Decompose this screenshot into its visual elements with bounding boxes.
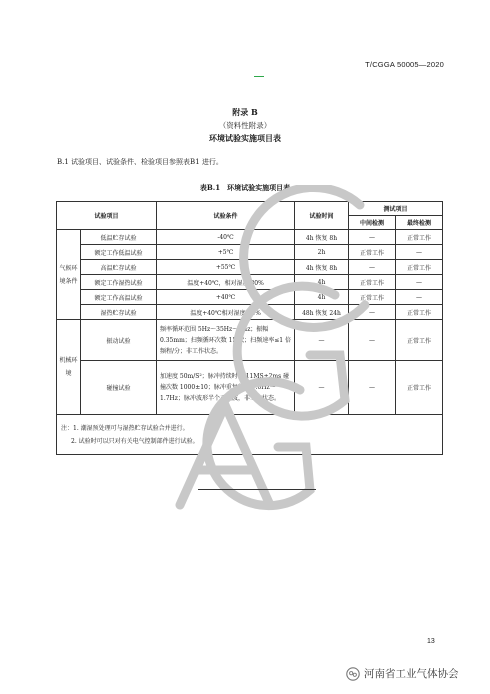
header-item: 试验项目: [57, 202, 157, 230]
row-mid: —: [349, 305, 396, 320]
header-row-1: [57, 202, 443, 216]
row-final: 正常工作: [396, 260, 443, 275]
row-condition: +55℃: [157, 260, 295, 275]
appendix-subtitle: （资料性附录）: [218, 121, 272, 130]
intro-text: B.1 试验项目、试验条件、检验项目参照表B1 进行。: [57, 158, 223, 166]
row-duration: 4h 恢复 8h: [295, 230, 349, 245]
row-condition: 温度+40℃，相对湿度 80%: [157, 275, 295, 290]
row-item: 低温贮存试验: [81, 230, 157, 245]
row-duration: —: [295, 361, 349, 415]
row-mid: 正常工作: [349, 290, 396, 305]
row-duration: 4h: [295, 290, 349, 305]
table-caption: 表B.1 环境试验实施项目表: [199, 183, 291, 192]
row-mid: —: [349, 320, 396, 361]
row-item: 额定工作湿热试验: [81, 275, 157, 290]
row-item: 碰撞试验: [81, 361, 157, 415]
row-final: 正常工作: [396, 361, 443, 415]
notes-row: [57, 415, 443, 455]
row-condition: +5℃: [157, 245, 295, 260]
environment-test-table: [56, 201, 443, 455]
row-final: —: [396, 290, 443, 305]
row-mid: —: [349, 230, 396, 245]
row-condition: -40℃: [157, 230, 295, 245]
brand-watermark: [346, 666, 459, 681]
row-duration: 48h 恢复 24h: [295, 305, 349, 320]
row-duration: 2h: [295, 245, 349, 260]
table-row: [57, 275, 443, 290]
brand-name: 河南省工业气体协会: [364, 668, 459, 680]
row-item: 振动试验: [81, 320, 157, 361]
row-mid: 正常工作: [349, 275, 396, 290]
row-condition: +40℃: [157, 290, 295, 305]
row-final: —: [396, 245, 443, 260]
table-row: [57, 260, 443, 275]
table-row: [57, 290, 443, 305]
row-final: —: [396, 275, 443, 290]
table-row: [57, 320, 443, 361]
table-row: [57, 230, 443, 245]
row-final: 正常工作: [396, 305, 443, 320]
header-inspection: 测试项目: [349, 202, 443, 216]
note-2: 2. 试验时可以只对有关电气控制部件进行试验。: [71, 437, 199, 445]
climate-category: 气候环境条件: [57, 230, 81, 320]
table-row: [57, 305, 443, 320]
table-row: [57, 361, 443, 415]
row-item: 高温贮存试验: [81, 260, 157, 275]
page-number: 13: [427, 638, 435, 645]
row-duration: 4h: [295, 275, 349, 290]
header-duration: 试验时间: [295, 202, 349, 230]
row-item: 额定工作高温试验: [81, 290, 157, 305]
green-mark: [254, 76, 264, 77]
row-condition: 温度+40℃相对湿度 93%: [157, 305, 295, 320]
row-item: 湿热贮存试验: [81, 305, 157, 320]
row-final: 正常工作: [396, 320, 443, 361]
table-row: [57, 245, 443, 260]
row-condition: 加速度 50m/S²；脉冲持续时间 11MS±2ms 碰撞次数 1000±10；脉冲重复频率 1.0Hz～1.7Hz；脉冲波形半个正弦波，非工作状态。: [157, 361, 295, 415]
header-mid-check: 中间检测: [349, 216, 396, 230]
wechat-official-account-icon: [346, 667, 360, 681]
mech-category: 机械环境: [57, 320, 81, 415]
footer-divider: [198, 489, 316, 490]
row-mid: —: [349, 361, 396, 415]
table-notes: [57, 415, 443, 455]
row-item: 额定工作低温试验: [81, 245, 157, 260]
header-final-check: 最终检测: [396, 216, 443, 230]
row-mid: —: [349, 260, 396, 275]
appendix-name: 环境试验实施项目表: [209, 133, 281, 143]
row-duration: —: [295, 320, 349, 361]
row-condition: 频率循环范围 5Hz～35Hz～5Hz；振幅 0.35mm；扫频循环次数 15 次；扫频速率≤1 倍频程/分；非工作状态。: [157, 320, 295, 361]
row-mid: 正常工作: [349, 245, 396, 260]
header-condition: 试验条件: [157, 202, 295, 230]
row-duration: 4h 恢复 8h: [295, 260, 349, 275]
appendix-title: 附录 B: [232, 107, 258, 117]
row-final: 正常工作: [396, 230, 443, 245]
doc-code: T/CGGA 50005—2020: [365, 60, 444, 69]
note-1: 注：1. 潮湿预处理可与湿热贮存试验合并进行。: [61, 424, 189, 432]
